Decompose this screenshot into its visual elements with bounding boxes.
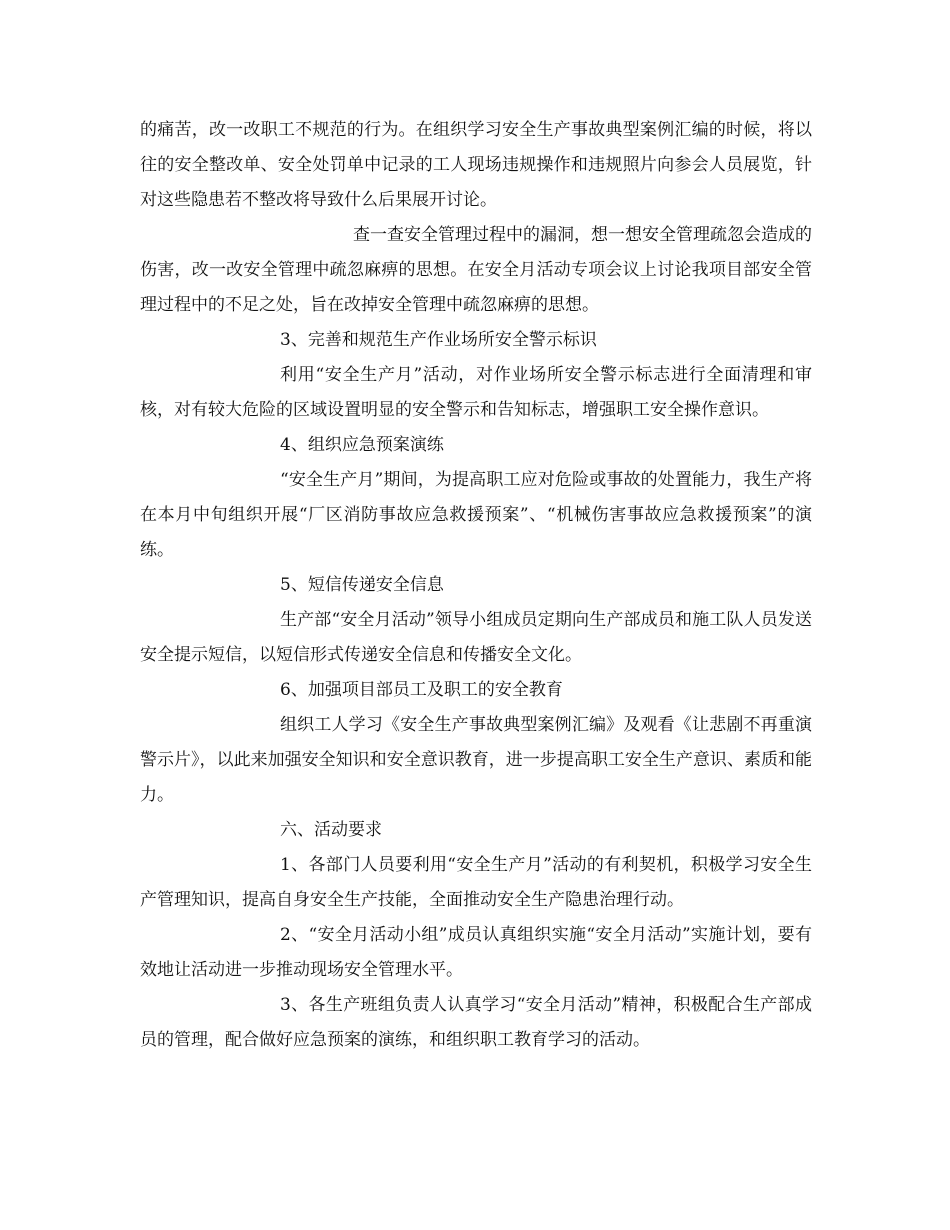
section-heading-requirements: 六、活动要求 xyxy=(280,820,382,840)
document-body xyxy=(140,113,812,1058)
paragraph-warning-signs: 利用“安全生产月”活动，对作业场所安全警示标志进行全面清理和审核，对有较大危险的区域设置明显的安全警示和告知标志，增强职工安全操作意识。 xyxy=(140,365,812,420)
paragraph-sms-safety: 生产部“安全月活动”领导小组成员定期向生产部成员和施工队人员发送安全提示短信，以短信形式传递安全信息和传播安全文化。 xyxy=(140,610,812,665)
paragraph-safety-education: 组织工人学习《安全生产事故典型案例汇编》及观看《让悲剧不再重演警示片》，以此来加强安全知识和安全意识教育，进一步提高职工安全生产意识、素质和能力。 xyxy=(140,715,812,805)
section-heading-6: 6、加强项目部员工及职工的安全教育 xyxy=(280,680,563,700)
paragraph-requirement-3: 3、各生产班组负责人认真学习“安全月活动”精神，积极配合生产部成员的管理，配合做好应急预案的演练，和组织职工教育学习的活动。 xyxy=(140,995,812,1050)
section-heading-5: 5、短信传递安全信息 xyxy=(280,575,444,595)
paragraph-emergency-drill: “安全生产月”期间，为提高职工应对危险或事故的处置能力，我生产将在本月中旬组织开展“厂区消防事故应急救援预案”、“机械伤害事故应急救援预案”的演练。 xyxy=(140,470,812,560)
paragraph-check-loopholes: 查一查安全管理过程中的漏洞，想一想安全管理疏忽会造成的伤害，改一改安全管理中疏忽麻痹的思想。在安全月活动专项会议上讨论我项目部安全管理过程中的不足之处，旨在改掉安全管理中疏忽麻痹的思想。 xyxy=(140,225,812,315)
paragraph-requirement-2: 2、“安全月活动小组”成员认真组织实施“安全月活动”实施计划，要有效地让活动进一步推动现场安全管理水平。 xyxy=(140,925,812,980)
section-heading-3: 3、完善和规范生产作业场所安全警示标识 xyxy=(280,330,597,350)
paragraph-requirement-1: 1、各部门人员要利用“安全生产月”活动的有利契机，积极学习安全生产管理知识，提高自身安全生产技能，全面推动安全生产隐患治理行动。 xyxy=(140,855,812,910)
section-heading-4: 4、组织应急预案演练 xyxy=(280,435,444,455)
paragraph-continued-text: 的痛苦，改一改职工不规范的行为。在组织学习安全生产事故典型案例汇编的时候，将以往的安全整改单、安全处罚单中记录的工人现场违规操作和违规照片向参会人员展览，针对这些隐患若不整改将导致什么后果展开讨论。 xyxy=(140,120,812,210)
